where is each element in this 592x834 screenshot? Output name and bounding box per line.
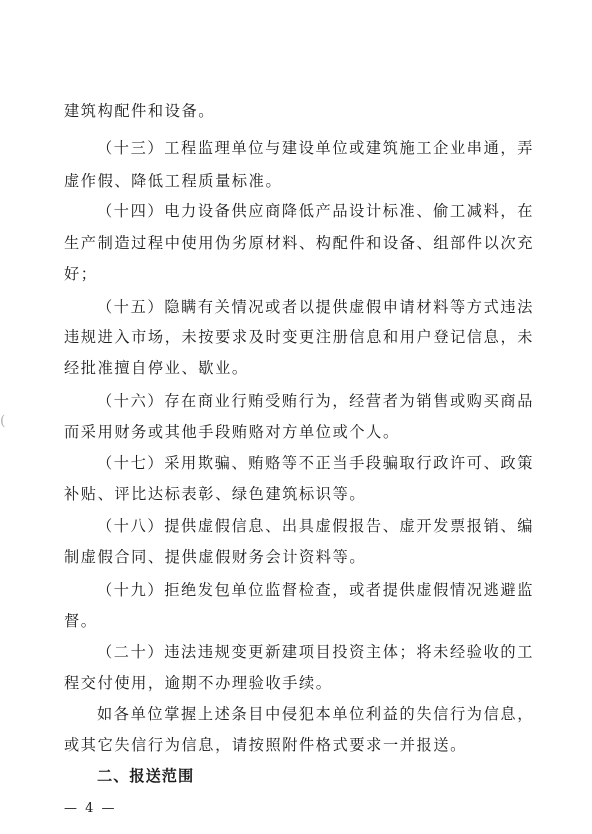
page-number: — 4 — [64,801,117,816]
text-line-18: （二十）违法违规变更新建项目投资主体；将未经验收的工 [97,643,534,661]
section-heading: 二、报送范围 [97,767,195,785]
text-line-15: 制虚假合同、提供虚假财务会计资料等。 [64,548,367,566]
text-line-10: （十六）存在商业行贿受贿行为，经营者为销售或购买商品 [97,392,534,410]
text-line-1: 建筑构配件和设备。 [64,102,216,120]
text-line-13: 补贴、评比达标表彰、绿色建筑标识等。 [64,485,367,503]
text-line-14: （十八）提供虚假信息、出具虚假报告、虚开发票报销、编 [97,517,534,535]
text-line-11: 而采用财务或其他手段贿赂对方单位或个人。 [64,423,400,441]
text-line-21: 或其它失信行为信息，请按照附件格式要求一并报送。 [64,736,467,754]
scan-edge-mark: ( [0,413,6,429]
text-line-8: 违规进入市场，未按要求及时变更注册信息和用户登记信息，未 [64,328,535,346]
text-line-5: 生产制造过程中使用伪劣原材料、构配件和设备、组部件以次充 [64,234,535,252]
text-line-9: 经批准擅自停业、歇业。 [64,359,249,377]
text-line-4: （十四）电力设备供应商降低产品设计标准、偷工减料，在 [97,202,534,220]
text-line-20: 如各单位掌握上述条目中侵犯本单位利益的失信行为信息， [97,705,534,723]
text-line-6: 好； [64,265,98,283]
text-line-2: （十三）工程监理单位与建设单位或建筑施工企业串通，弄 [97,139,534,157]
text-line-19: 程交付使用，逾期不办理验收手续。 [64,674,333,692]
text-line-12: （十七）采用欺骗、贿赂等不正当手段骗取行政许可、政策 [97,454,534,472]
text-line-3: 虚作假、降低工程质量标准。 [64,172,283,190]
text-line-7: （十五）隐瞒有关情况或者以提供虚假申请材料等方式违法 [97,298,534,316]
text-line-17: 督。 [64,612,98,630]
text-line-16: （十九）拒绝发包单位监督检查，或者提供虚假情况逃避监 [97,581,534,599]
